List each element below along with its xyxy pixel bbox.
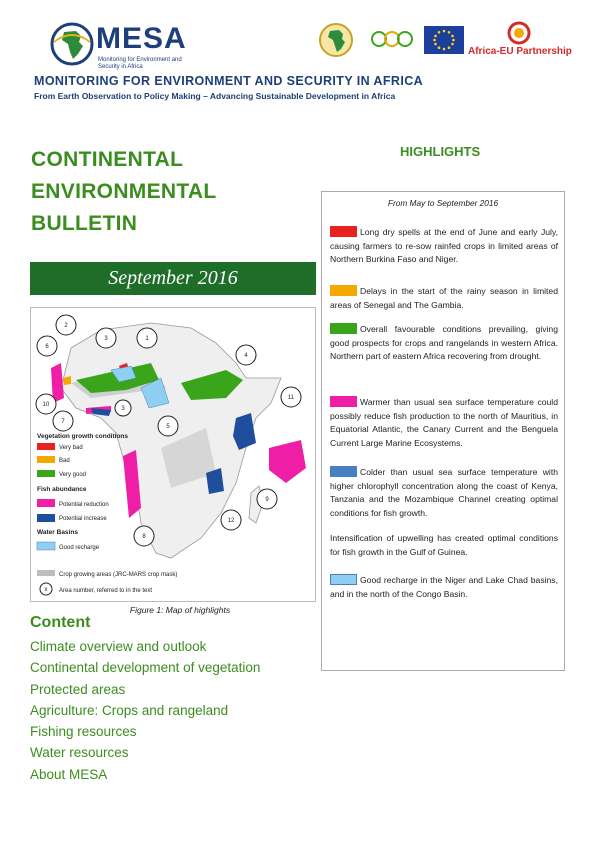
highlight-item (330, 285, 558, 312)
eu-flag-icon (424, 26, 464, 54)
legend-label: Potential reduction (59, 502, 109, 508)
area-number: 3 (121, 406, 125, 412)
highlight-swatch-good-recharge (330, 574, 357, 585)
content-list (30, 636, 260, 785)
area-marker (53, 411, 73, 431)
highlight-item (330, 532, 558, 559)
highlight-swatch-very-good (330, 323, 357, 334)
fish-potential-reduction (269, 440, 306, 483)
highlight-swatch-very-bad (330, 226, 357, 237)
highlight-swatch-potential-increase (330, 466, 357, 477)
highlight-text: Overall favourable conditions prevailing, giving good prospects for crops and rangelands in western Africa. Northern part of eastern Africa recovering from drought. (330, 324, 558, 362)
highlight-item (330, 466, 558, 520)
legend-vegetation-title: Vegetation growth conditions (37, 433, 128, 440)
highlights-period: From May to September 2016 (387, 198, 499, 208)
area-marker (56, 315, 76, 335)
bulletin-month: September 2016 (30, 262, 316, 295)
legend-swatch-potential-reduction (37, 499, 55, 507)
highlights-box (321, 191, 565, 671)
content-heading: Content (30, 614, 91, 631)
africa-map-graphic (31, 308, 315, 601)
mesa-subtext: Monitoring for Environment and Security in Africa (98, 57, 182, 70)
content-item[interactable]: Climate overview and outlook (30, 639, 207, 654)
highlight-text: Delays in the start of the rainy season in limited areas of Senegal and The Gambia. (330, 286, 558, 310)
mesa-wordmark: MESA (96, 22, 187, 55)
highlight-item (330, 396, 558, 450)
area-number: 7 (61, 419, 65, 425)
area-number: 5 (166, 424, 170, 430)
legend-swatch-bad (37, 456, 55, 463)
legend-swatch-potential-increase (37, 514, 55, 522)
legend-label: Very good (59, 472, 87, 478)
partnership-emblem-icon (506, 20, 532, 46)
organization-title: MONITORING FOR ENVIRONMENT AND SECURITY IN AFRICA (34, 74, 424, 88)
legend-area-symbol-text: x (44, 587, 48, 593)
highlight-swatch-potential-reduction (330, 396, 357, 407)
legend-label: Potential increase (59, 516, 107, 522)
area-marker (158, 416, 178, 436)
legend-swatch-good-recharge (37, 542, 55, 550)
content-item[interactable]: Fishing resources (30, 724, 137, 740)
area-marker (37, 336, 57, 356)
globe-africa-icon (50, 22, 94, 66)
legend-swatch-crop-areas (37, 570, 55, 576)
area-number: 12 (227, 518, 235, 524)
highlight-text: Intensification of upwelling has created optimal conditions for fish growth in the Gulf of Guinea. (330, 533, 558, 557)
highlight-text: Long dry spells at the end of June and early July, causing farmers to re-sow rainfed crops in limited areas of Northern Burkina Faso and Niger. (330, 227, 558, 265)
area-marker (221, 510, 241, 530)
africa-eu-partnership-logo (468, 20, 588, 65)
highlight-text: Warmer than usual sea surface temperature could possibly reduce fish production to the north of Mauritius, in Equatorial Atlantic, the Canary Current and the Benguela Current Large Marine Ecosystems. (330, 397, 558, 448)
highlight-text: Good recharge in the Niger and Lake Chad basins, and in the north of the Congo Basin. (330, 575, 558, 599)
african-union-emblem-icon (318, 22, 354, 58)
highlights-heading: HIGHLIGHTS (400, 144, 481, 159)
area-number: 11 (287, 395, 295, 401)
area-marker (134, 526, 154, 546)
area-marker (96, 328, 116, 348)
area-number: 6 (45, 344, 49, 350)
content-item[interactable]: About MESA (30, 766, 108, 782)
area-number: 1 (145, 336, 149, 342)
legend-label: Crop growing areas (JRC-MARS crop mask) (59, 572, 178, 578)
legend-swatch-very-bad (37, 443, 55, 450)
area-marker (115, 400, 131, 416)
legend-label: Area number, referred to in the text (59, 588, 153, 594)
legend-label: Good recharge (59, 545, 100, 551)
area-marker (137, 328, 157, 348)
bulletin-title-line: CONTINENTAL (31, 148, 184, 171)
highlight-swatch-bad (330, 285, 357, 296)
content-item[interactable]: Water resources (30, 745, 129, 761)
area-number: 9 (265, 497, 269, 503)
area-marker (257, 489, 277, 509)
area-marker (281, 387, 301, 407)
acmad-logo-icon (370, 24, 414, 54)
highlight-item (330, 323, 558, 364)
content-item[interactable]: Agriculture: Crops and rangeland (30, 702, 229, 718)
area-number: 2 (64, 323, 68, 329)
mesa-logo (50, 20, 200, 70)
legend-water-title: Water Basins (37, 529, 78, 536)
area-number: 3 (104, 336, 108, 342)
map-caption: Figure 1: Map of highlights (129, 605, 231, 615)
legend-label: Bad (59, 458, 70, 464)
highlights-map (30, 307, 316, 602)
area-number: 8 (142, 534, 146, 540)
bulletin-title (31, 144, 301, 240)
bulletin-title-line: BULLETIN (31, 212, 138, 235)
content-item[interactable]: Protected areas (30, 681, 126, 697)
legend-fish-title: Fish abundance (37, 486, 87, 493)
bulletin-title-line: ENVIRONMENTAL (31, 180, 217, 203)
area-marker (236, 345, 256, 365)
partner-logos (318, 20, 588, 65)
area-marker (36, 394, 56, 414)
content-item[interactable]: Continental development of vegetation (30, 660, 261, 676)
highlight-text: Colder than usual sea surface temperature with higher chlorophyll concentration along the coast of Kenya, Tanzania and the Mozambique Channel creating optimal conditions for fish growth. (330, 467, 558, 518)
legend-swatch-very-good (37, 470, 55, 477)
partnership-label: Africa-EU Partnership (468, 46, 572, 57)
highlight-item (330, 574, 558, 601)
legend-label: Very bad (59, 445, 83, 451)
highlight-item (330, 226, 558, 267)
area-number: 10 (42, 402, 50, 408)
organization-tagline: From Earth Observation to Policy Making – Advancing Sustainable Development in Africa (34, 91, 396, 101)
area-number: 4 (244, 353, 248, 359)
